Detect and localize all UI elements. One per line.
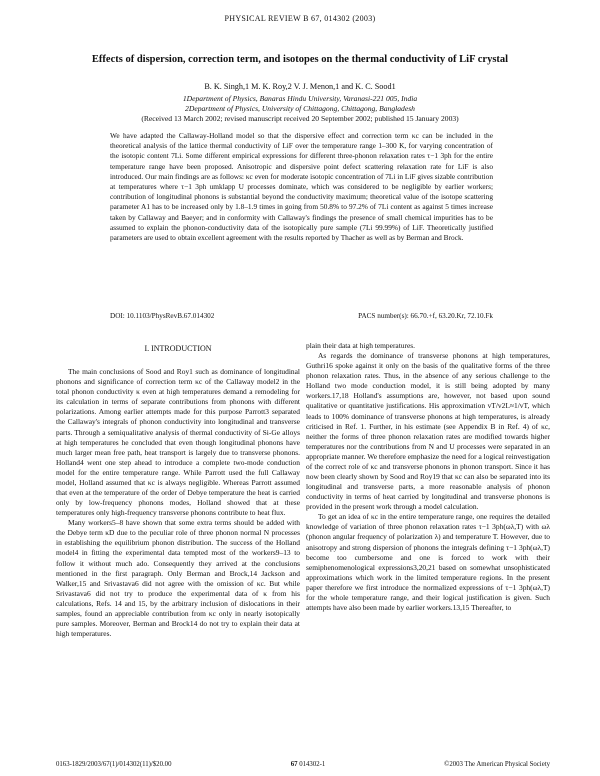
footer-volume: 67 [290,761,298,768]
affiliation-1: 1Department of Physics, Banaras Hindu University, Varanasi-221 005, India [182,94,418,103]
right-column [306,341,550,743]
footer-page-number [258,761,358,768]
paragraph: To get an idea of κc in the entire temperature range, one requires the detailed knowledge of variation of three phonon relaxation rates τ−1 3ph(ωλ,T) with ωλ (phonon angular frequency of polarization λ) and temperature T. However, due to anisotropy and strong dispersion of phonons the integrals defining τ−1 3ph(ωλ,T) become too cumbersome and one is forced to work with their semiphenomenological expressions3,20,21 based on somewhat unsophisticated approximations which work in the limited temperature regions. In the present paper therefore we first introduce the normalized expressions of τ−1 3ph(ωλ,T) for the whole temperature range, and their logical justification is given. Such attempts have also been made by earlier workers.13,15 Thereafter, to [306,512,550,613]
paragraph: plain their data at high temperatures. [306,341,416,350]
paragraph: As regards the dominance of transverse phonons at high temperatures, Guthri16 spoke against it only on the basis of the qualitative forms of the three phonon relaxation rates. Thus, in the absence of any serious challenge to the Holland two mode conduction model, it is still being adopted by many workers.17,18 Holland's assumptions are, however, not based upon sound qualitative or quantitative justifications. His approximation vT/v2L≈1/vT, which leads to 100% dominance of transverse phonons at high temperatures, is already criticised in Ref. 1. Further, in his estimate (see Appendix B in Ref. 4) of κc, neither the forms of three phonon relaxation rates are modified towards higher temperatures nor the contributions from N and U processes were separated in an appropriate manner. We therefore emphasize the need for a logical reinvestigation of the correct role of κc and transverse phonons in phonon transport. Since it has now been clearly shown by Sood and Roy19 that κc can also be separated into its longitudinal and transverse parts, a more reasonable analysis of phonon conductivity in terms of heat carried by longitudinal and transverse phonons is provided in the present work through a model calculation. [306,351,550,512]
paragraph: The main conclusions of Sood and Roy1 such as dominance of longitudinal phonons and significance of correction term κc of the Callaway model2 in the total phonon conductivity κ even at high temperatures demand a remodeling for its calculation in terms of separate contributions from phonons with different polarizations. Among earlier attempts made for this purpose Parrott3 separated the Callaway's integrals of phonon conductivity into longitudinal and transverse parts. Through a semiqualitative analysis of thermal conductivity of Si-Ge alloys at high temperatures he concluded that even though longitudinal phonons have much larger mean free path, heat transport is largely due to transverse phonons. Holland4 went one step ahead to introduce a complete two-mode conduction model for the entire temperature range. While Parrott used the full Callaway model, Holland assumed that κc is always negligible. Whereas Parrott assumed that even at the temperature of the order of Debye temperature the heat is carried only by low-frequency phonons modes, Holland showed that at these temperatures only high-frequency transverse phonons contribute to heat flux. [56,367,300,518]
pacs-numbers: PACS number(s): 66.70.+f, 63.20.Kr, 72.10.Fk [358,312,493,320]
article-title: Effects of dispersion, correction term, and isotopes on the thermal conductivity of LiF crystal [91,54,509,65]
footer-article-code: 014302-1 [299,761,326,768]
running-head: PHYSICAL REVIEW B 67, 014302 (2003) [224,14,376,23]
footer-issn: 0163-1829/2003/67(1)/014302(11)/$20.00 [56,761,172,768]
section-heading: I. INTRODUCTION [144,344,212,353]
doi: DOI: 10.1103/PhysRevB.67.014302 [110,312,215,320]
affiliation-2: 2Department of Physics, University of Chittagong, Chittagong, Bangladesh [185,104,415,113]
paragraph: Many workers5–8 have shown that some extra terms should be added with the Debye term κD due to the peculiar role of three phonon normal N processes in establishing the equilibrium phonon distribution. The success of the Holland model4 in fitting the experimental data tempted most of the workers9–13 to follow it without much ado. Consequently they arrived at the conclusions mentioned in the first paragraph. Only Berman and Brock,14 Jackson and Walker,15 and Srivastava6 did not agree with the omission of κc. But while Srivastava6 did not try to produce the experimental data of κ from his calculations, Refs. 14 and 15, by the arbitrary inclusion of dislocations in their samples, found an appreciable contribution from κc only in nearly isotopically pure samples. Moreover, Berman and Brock14 do not try to explain their data at high temperatures. [56,518,300,639]
left-column [56,341,300,743]
authors: B. K. Singh,1 M. K. Roy,2 V. J. Menon,1 and K. C. Sood1 [204,82,396,91]
footer-copyright: ©2003 The American Physical Society [444,761,550,768]
received-dates: (Received 13 March 2002; revised manuscript received 20 September 2002; published 15 January 2003) [141,114,459,123]
abstract: We have adapted the Callaway-Holland model so that the dispersive effect and correction term κc can be included in the theoretical analysis of the lattice thermal conductivity of LiF over the temperature range 1–300 K, for varying concentration of the isotopic content 7Li. Some different empirical expressions for different three-phonon relaxation rates τ−1 3ph for the entire temperature range have been proposed. Anisotropic and dispersive point defect scattering relaxation rate for LiF is also introduced. Our main findings are as follows: κc even for moderate isotopic concentration of 7Li in LiF gives sizable contribution at temperatures where τ−1 3ph umklapp U processes dominate, which was considered to be negligible by earlier workers; contribution of longitudinal phonons is substantial beyond the conductivity maximum; theoretical value of the isotope scattering parameter A1 has to be increased only by 1.8–1.9 times in going from 50.8% to 97.2% of 7Li content as against 5 times increase taken by Callaway and Baeyer; and in conformity with Callaway's findings the presence of small chemical impurities has to be assumed to explain the phonon-conductivity data of the isotopically pure sample (7Li 99.99%) of LiF. Theoretically justified parameters are used to obtain excellent agreement with the results reported by Thacher as well as by Berman and Brock. [110,131,493,243]
